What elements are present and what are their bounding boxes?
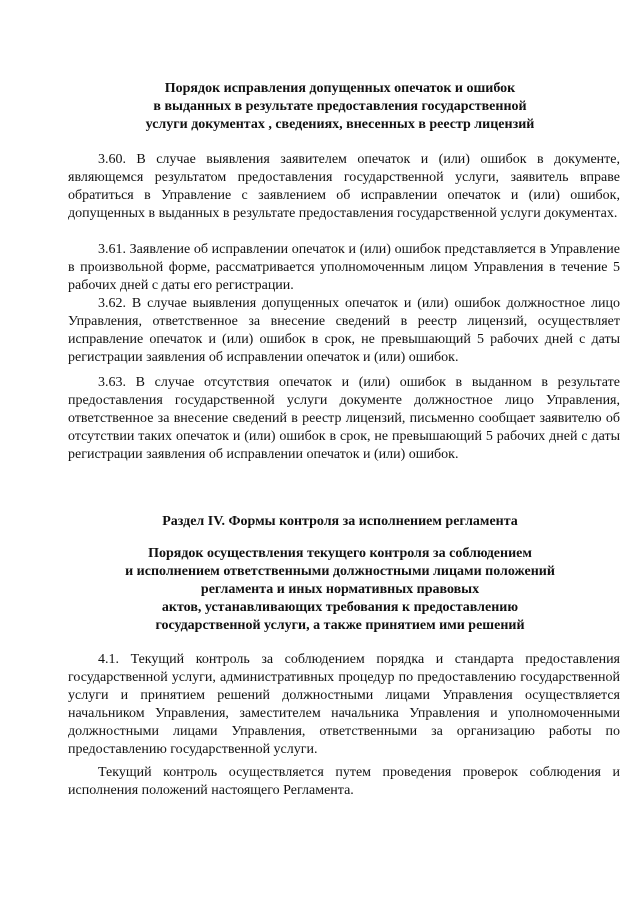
- errors-section-heading: [60, 80, 620, 134]
- heading-line: и исполнением ответственными должностными лицами положений: [125, 564, 555, 579]
- heading-line: регламента и иных нормативных правовых: [200, 582, 480, 597]
- control-section-heading: [60, 545, 620, 635]
- paragraph-current-control: Текущий контроль осуществляется путем проведения проверок соблюдения и исполнения положений настоящего Регламента.: [68, 765, 620, 798]
- heading-line: Порядок исправления допущенных опечаток и ошибок: [164, 81, 516, 96]
- paragraph-3-63: 3.63. В случае отсутствия опечаток и (или) ошибок в выданном в результате предоставления государственной услуги документе должностное лицо Управления, ответственное за внесение сведений в реестр лицензий, письменно сообщает заявителю об отсутствии таких опечаток и (или) ошибок в срок, не превышающий 5 рабочих дней с даты регистрации заявления об исправлении опечаток и (или) ошибок.: [68, 375, 620, 462]
- paragraph-3-60: 3.60. В случае выявления заявителем опечаток и (или) ошибок в документе, являющемся результатом предоставления государственной услуги, заявитель вправе обратиться в Управление с заявлением об исправлении опечаток и (или) ошибок, допущенных в выданных в результате предоставления государственной услуги документах.: [68, 152, 620, 221]
- heading-line: в выданных в результате предоставления государственной: [153, 99, 527, 114]
- paragraph-3-62: 3.62. В случае выявления допущенных опечаток и (или) ошибок должностное лицо Управления, ответственное за внесение сведений в реестр лицензий, осуществляет исправление опечаток и (или) ошибок в срок, не превышающий 5 рабочих дней с даты регистрации заявления об исправлении опечаток и (или) ошибок.: [68, 296, 620, 365]
- heading-line: актов, устанавливающих требования к предоставлению: [161, 600, 519, 615]
- paragraph-3-61: 3.61. Заявление об исправлении опечаток и (или) ошибок представляется в Управление в произвольной форме, рассматривается уполномоченным лицом Управления в течение 5 рабочих дней с даты его регистрации.: [68, 242, 620, 293]
- heading-line: Порядок осуществления текущего контроля за соблюдением: [148, 546, 532, 561]
- section-iv-title: [60, 513, 620, 531]
- heading-line: услуги документах , сведениях, внесенных в реестр лицензий: [145, 117, 535, 132]
- heading-line: государственной услуги, а также принятием ими решений: [155, 618, 525, 633]
- section-title-text: Раздел IV. Формы контроля за исполнением регламента: [162, 514, 518, 529]
- paragraph-4-1: 4.1. Текущий контроль за соблюдением порядка и стандарта предоставления государственной услуги, административных процедур по предоставлению государственной услуги и принятием решений должностными лицами Управления осуществляется начальником Управления, заместителем начальника Управления и уполномоченными должностными лицами Управления, ответственными за организацию работы по предоставлению государственной услуги.: [68, 652, 620, 757]
